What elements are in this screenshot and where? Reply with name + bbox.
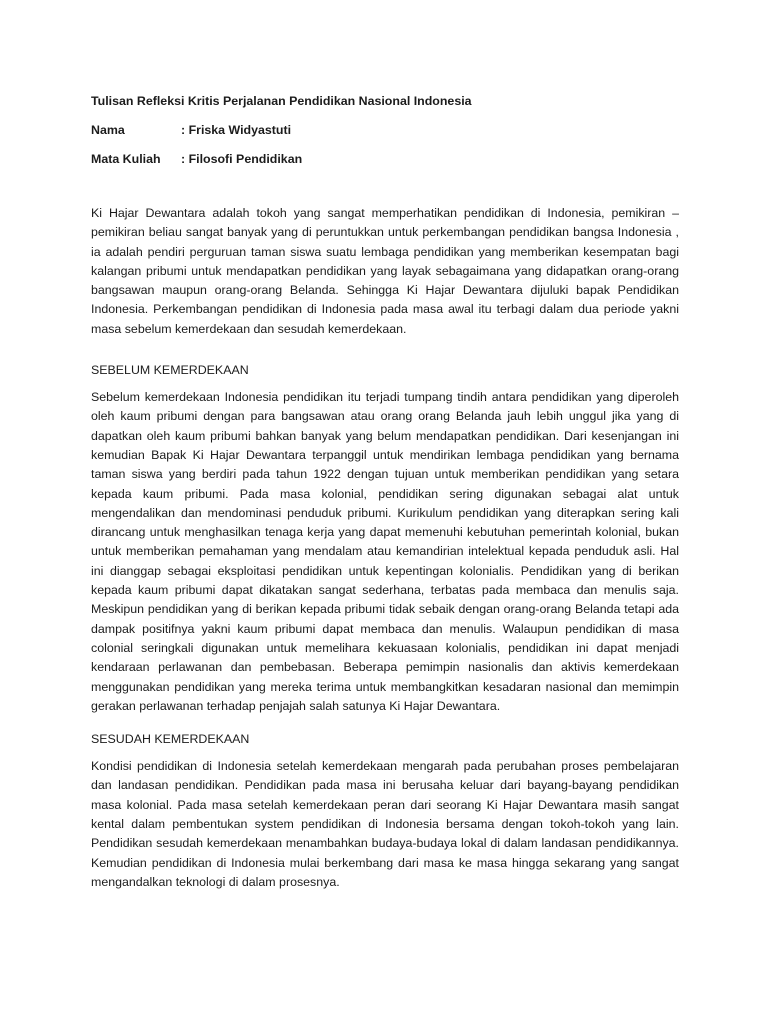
- meta-label-name: Nama: [91, 123, 125, 137]
- meta-row-name: [91, 122, 679, 138]
- intro-paragraph: Ki Hajar Dewantara adalah tokoh yang sangat memperhatikan pendidikan di Indonesia, pemikiran – pemikiran beliau sangat banyak yang di peruntukkan untuk perkembangan pendidikan bangsa Indonesia , ia adalah pendiri perguruan taman siswa suatu lembaga pendidikan yang memberikan kesempatan bagi kalangan pribumi untuk mendapatkan pendidikan yang layak sebagaimana yang didapatkan orang-orang bangsawan maupun orang-orang Belanda. Sehingga Ki Hajar Dewantara dijuluki bapak Pendidikan Indonesia. Perkembangan pendidikan di Indonesia pada masa awal itu terbagi dalam dua periode yakni masa sebelum kemerdekaan dan sesudah kemerdekaan.: [91, 206, 679, 336]
- document-title: Tulisan Refleksi Kritis Perjalanan Pendidikan Nasional Indonesia: [91, 94, 472, 108]
- section-heading-before: SEBELUM KEMERDEKAAN: [91, 363, 249, 378]
- meta-value-course: : Filosofi Pendidikan: [181, 152, 303, 166]
- meta-value-name: : Friska Widyastuti: [181, 123, 292, 137]
- meta-label-course: Mata Kuliah: [91, 152, 161, 166]
- document-content: [91, 93, 679, 892]
- meta-row-course: [91, 151, 679, 167]
- section-heading-after: SESUDAH KEMERDEKAAN: [91, 732, 250, 747]
- section-body-before: Sebelum kemerdekaan Indonesia pendidikan itu terjadi tumpang tindih antara pendidikan yang diperoleh oleh kaum pribumi dengan para bangsawan atau orang orang Belanda jauh lebih unggul jika yang di dapatkan oleh kaum pribumi bahkan banyak yang belum mendapatkan pendidikan. Dari kesenjangan ini kemudian Bapak Ki Hajar Dewantara terpanggil untuk mendirikan lembaga pendidikan yang bernama taman siswa yang berdiri pada tahun 1922 dengan tujuan untuk memberikan pendidikan yang setara kepada kaum pribumi. Pada masa kolonial, pendidikan sering digunakan sebagai alat untuk mengendalikan dan mendominasi penduduk pribumi. Kurikulum pendidikan yang diterapkan sering kali dirancang untuk menghasilkan tenaga kerja yang dapat memenuhi kebutuhan pemerintah kolonial, bukan untuk memberikan pemahaman yang mendalam atau kemandirian intelektual kepada penduduk asli. Hal ini dianggap sebagai eksploitasi pendidikan untuk kepentingan kolonialis. Pendidikan yang di berikan kepada kaum pribumi dapat dikatakan sangat sederhana, terbatas pada membaca dan menulis saja. Meskipun pendidikan yang di berikan kepada pribumi tidak sebaik dengan orang-orang Belanda tetapi ada dampak positifnya yakni kaum pribumi dapat membaca dan menulis. Walaupun pendidikan di masa colonial seringkali digunakan untuk memelihara kekuasaan kolonialis, pendidikan ini dapat menjadi kendaraan perlawanan dan pembebasan. Beberapa pemimpin nasionalis dan aktivis kemerdekaan menggunakan pendidikan yang mereka terima untuk membangkitkan kesadaran nasional dan memimpin gerakan perlawanan terhadap penjajah salah satunya Ki Hajar Dewantara.: [91, 390, 679, 713]
- section-body-after: Kondisi pendidikan di Indonesia setelah kemerdekaan mengarah pada perubahan proses pembelajaran dan landasan pendidikan. Pendidikan pada masa ini berusaha keluar dari bayang-bayang pendidikan masa kolonial. Pada masa setelah kemerdekaan peran dari seorang Ki Hajar Dewantara masih sangat kental dalam pembentukan system pendidikan di Indonesia bersama dengan tokoh-tokoh yang lain. Pendidikan sesudah kemerdekaan menambahkan budaya-budaya lokal di dalam landasan pendidikannya. Kemudian pendidikan di Indonesia mulai berkembang dari masa ke masa hingga sekarang yang sangat mengandalkan teknologi di dalam prosesnya.: [91, 759, 679, 889]
